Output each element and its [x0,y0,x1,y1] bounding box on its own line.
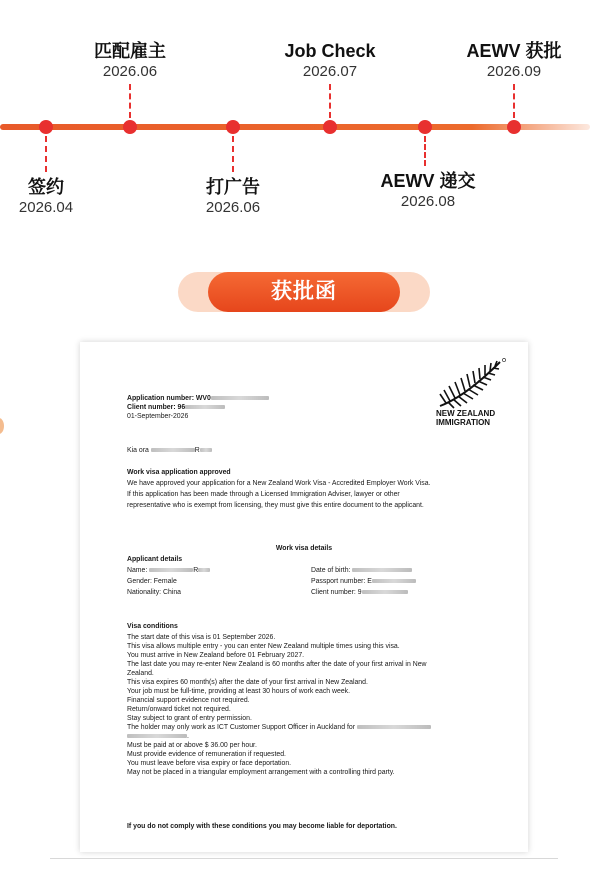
client-number-2: Client number: 9 [311,589,362,596]
details-heading: Work visa details [275,545,333,552]
timeline-connector [45,136,47,172]
name-tail: R [193,567,199,574]
timeline-dot-submit [418,120,432,134]
approval-section [127,468,507,510]
redaction [372,579,416,583]
name-label: Name: [127,567,148,574]
timeline-connector [424,136,426,166]
condition-line: May not be placed in a triangular employment arrangement with a controlling third party. [127,769,395,776]
milestone-aewv-approved [466,40,561,81]
gender: Gender: Female [127,578,177,585]
timeline-connector [329,84,331,118]
condition-line: The holder may only work as ICT Customer Support Officer in Auckland for [127,724,355,731]
section-title: 获批函 [208,272,400,312]
redaction [149,568,193,572]
timeline-dot-jobcheck [323,120,337,134]
greeting-text: Kia ora [127,447,149,454]
condition-line: Your job must be full-time, providing at least 30 hours of work each week. [127,688,351,695]
timeline-dot-approved [507,120,521,134]
approval-text: We have approved your application for a New Zealand Work Visa - Accredited Employer Work Visa. [127,480,431,487]
nationality: Nationality: China [127,589,182,596]
milestone-title: AEWV 获批 [466,41,562,61]
immigration-logo-text [436,410,495,427]
timeline-line [0,124,590,130]
greeting [127,446,212,455]
condition-line: You must arrive in New Zealand before 01 February 2027. [127,652,305,659]
milestone-date: 2026.06 [102,63,158,80]
client-number: Client number: 96 [127,404,186,411]
decorative-dot [0,418,4,434]
milestone-title: Job Check [284,41,376,61]
milestone-aewv-submit [380,170,475,211]
milestone-match-employer [94,40,166,81]
redaction [198,568,210,572]
timeline-connector [232,136,234,172]
conditions-heading: Visa conditions [127,623,178,630]
milestone-date: 2026.07 [302,63,358,80]
redaction [357,725,431,729]
visa-conditions [127,622,517,777]
condition-line: Return/onward ticket not required. [127,706,231,713]
redaction [352,568,412,572]
condition-line: The start date of this visa is 01 September 2026. [127,634,276,641]
timeline-dot-match [123,120,137,134]
condition-line: You must leave before visa expiry or face deportation. [127,760,292,767]
condition-line: Must be paid at or above $ 36.00 per hour. [127,742,257,749]
milestone-date: 2026.04 [18,199,74,216]
milestone-advertise [206,176,260,217]
logo-line: IMMIGRATION [436,417,491,427]
visa-timeline [0,0,602,250]
redaction [127,734,187,738]
header-info [127,394,269,421]
redaction [211,396,269,400]
dob-label: Date of birth: [311,567,351,574]
condition-line: This visa expires 60 month(s) after the date of your first arrival in New Zealand. [127,679,368,686]
condition-line: . [187,733,189,740]
condition-line: The last date you may re-enter New Zealand is 60 months after the date of your first arrival in New [127,661,427,668]
milestone-date: 2026.08 [400,193,456,210]
timeline-connector [513,84,515,118]
milestone-job-check [284,40,375,81]
divider [50,858,558,859]
applicant-details [127,555,210,597]
redaction [185,405,225,409]
milestone-sign [19,176,73,217]
redaction [200,448,212,452]
condition-line: This visa allows multiple entry - you can enter New Zealand multiple times using this visa. [127,643,400,650]
condition-line: Must provide evidence of remuneration if requested. [127,751,286,758]
timeline-connector [129,84,131,118]
condition-line: Financial support evidence not required. [127,697,250,704]
milestone-date: 2026.09 [486,63,542,80]
approval-heading: Work visa application approved [127,469,231,476]
milestone-title: 签约 [27,177,64,197]
milestone-date: 2026.06 [205,199,261,216]
passport-label: Passport number: E [311,578,372,585]
deportation-warning: If you do not comply with these conditions you may become liable for deportation. [127,823,397,830]
section-title-pill [178,272,430,312]
greeting-tail: R [194,447,200,454]
approval-text: representative who is exempt from licensing, they must give this entire document to the applicant. [127,502,424,509]
condition-line: Zealand. [127,670,154,677]
approval-letter [80,342,528,852]
milestone-title: 打广告 [205,177,260,197]
letter-date: 01-September-2026 [127,413,189,420]
redaction [151,448,195,452]
timeline-dot-sign [39,120,53,134]
milestone-title: AEWV 递交 [380,171,476,191]
approval-text: If this application has been made through a Licensed Immigration Adviser, lawyer or other [127,491,400,498]
timeline-dot-advertise [226,120,240,134]
applicant-heading: Applicant details [127,556,183,563]
redaction [362,590,408,594]
logo-line: NEW ZEALAND [436,409,496,418]
passport-details [311,566,416,597]
milestone-title: 匹配雇主 [94,41,166,61]
application-number: Application number: WV0 [127,395,211,402]
condition-line: Stay subject to grant of entry permission. [127,715,252,722]
